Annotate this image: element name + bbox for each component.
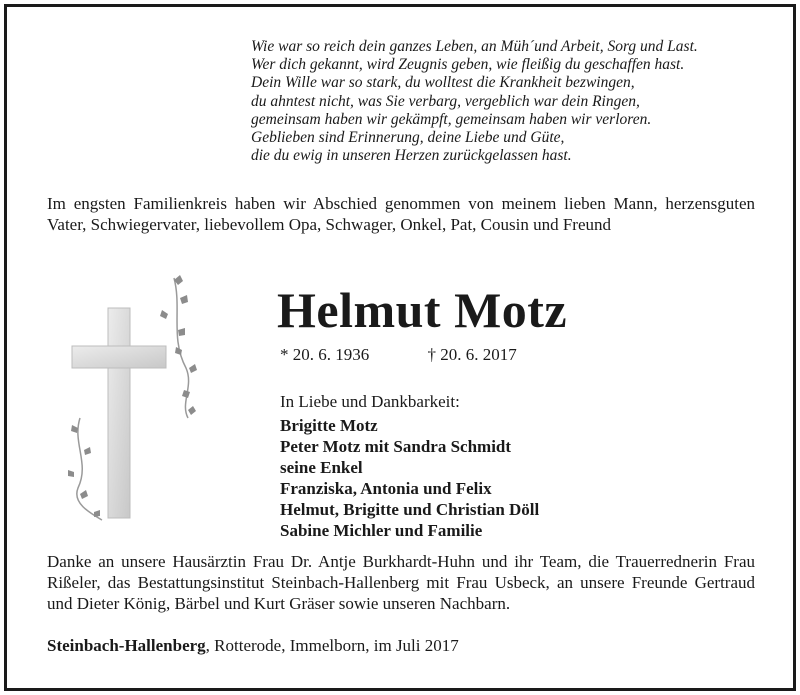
closing-text: Danke an unsere Hausärztin Frau Dr. Antje Burkhardt-Huhn und ihr Team, die Trauerrednerin Frau Rißeler, das Bestattungsinstitut Steinbach-Hallenberg mit Frau Usbeck, an unsere Freunde Gertraud und Dieter König, Bärbel und Kurt Gräser sowie unseren Nachbarn.: [47, 552, 755, 613]
mourner: Sabine Michler und Familie: [280, 521, 483, 540]
poem-line: gemeinsam haben wir gekämpft, gemeinsam haben wir verloren.: [251, 110, 652, 128]
place-rest: , Rotterode, Immelborn, im Juli 2017: [205, 636, 459, 655]
poem-line: Wie war so reich dein ganzes Leben, an Müh´und Arbeit, Sorg und Last.: [251, 38, 698, 55]
poem: [251, 38, 698, 165]
mourner: Peter Motz mit Sandra Schmidt: [280, 437, 512, 456]
deceased-name: Helmut Motz: [277, 282, 568, 338]
birth-date: * 20. 6. 1936: [280, 345, 370, 364]
mourner: Helmut, Brigitte und Christian Döll: [280, 500, 540, 519]
life-dates: [280, 345, 517, 365]
mourners-list: [280, 415, 539, 541]
poem-line: Dein Wille war so stark, du wolltest die Krankheit bezwingen,: [251, 74, 635, 92]
poem-line: die du ewig in unseren Herzen zurückgelassen hast.: [251, 147, 572, 165]
death-date: † 20. 6. 2017: [427, 345, 517, 364]
mourner: Brigitte Motz: [280, 416, 378, 435]
mourner: Franziska, Antonia und Felix: [280, 479, 492, 498]
poem-line: Geblieben sind Erinnerung, deine Liebe und Güte,: [251, 129, 565, 147]
place-town: Steinbach-Hallenberg: [47, 636, 206, 655]
cross-with-ivy-icon: [62, 268, 212, 528]
place-date: [47, 636, 459, 656]
mourners-intro: In Liebe und Dankbarkeit:: [280, 392, 460, 411]
poem-line: Wer dich gekannt, wird Zeugnis geben, wie fleißig du geschaffen hast.: [251, 56, 685, 74]
intro-text: Im engsten Familienkreis haben wir Abschied genommen von meinem lieben Mann, herzensguten Vater, Schwiegervater, liebevollem Opa, Schwager, Onkel, Pat, Cousin und Freund: [47, 194, 755, 234]
poem-line: du ahntest nicht, was Sie verbarg, vergeblich war dein Ringen,: [251, 92, 640, 110]
mourner: seine Enkel: [280, 458, 363, 477]
